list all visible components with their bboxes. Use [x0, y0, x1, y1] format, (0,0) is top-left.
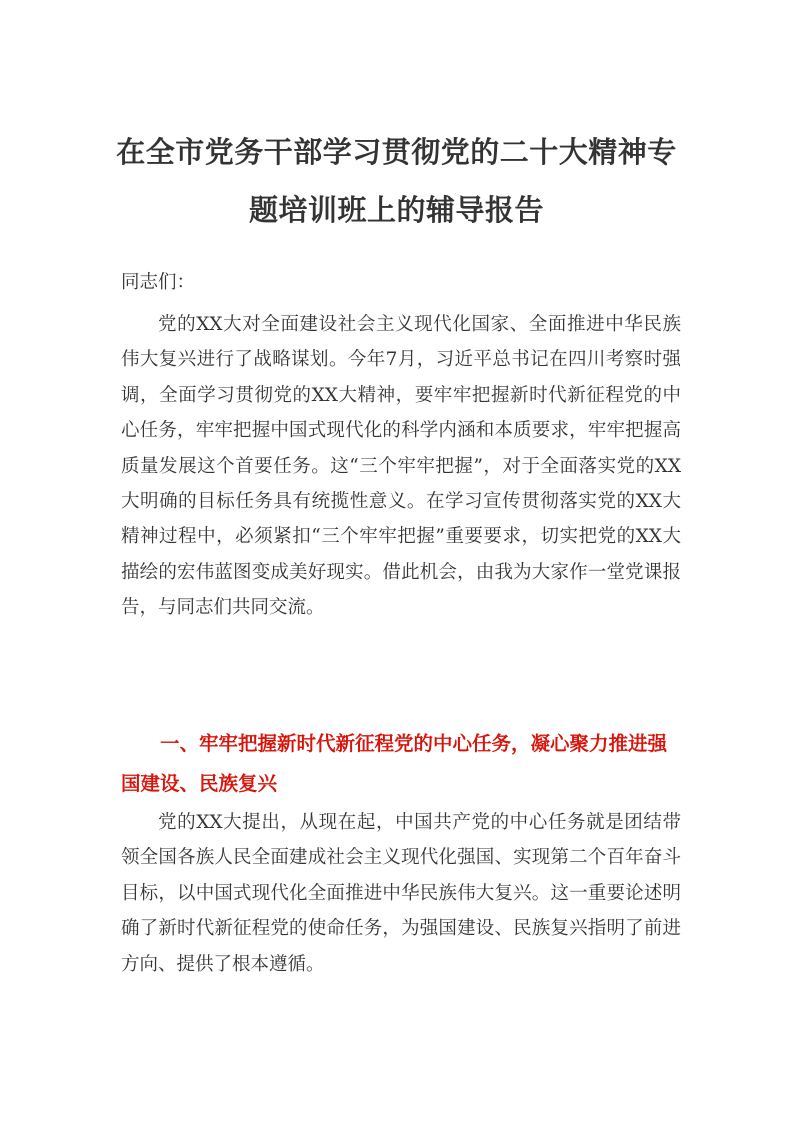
greeting: 同志们： [121, 272, 196, 293]
section-heading-1: 一、牢牢把握新时代新征程党的中心任务，凝心聚力推进强国建设、民族复兴 [121, 732, 668, 795]
document-title-line-1: 在全市党务干部学习贯彻党的二十大精神专 [116, 135, 677, 169]
body-paragraph-2: 党的XX大提出，从现在起，中国共产党的中心任务就是团结带领全国各族人民全面建成社会主义现代化强国、实现第二个百年奋斗目标，以中国式现代化全面推进中华民族伟大复兴。这一重要论述明确了新时代新征程党的使命任务，为强国建设、民族复兴指明了前进方向、提供了根本遵循。 [121, 812, 681, 975]
body-paragraph-1: 党的XX大对全面建设社会主义现代化国家、全面推进中华民族伟大复兴进行了战略谋划。今年7月，习近平总书记在四川考察时强调，全面学习贯彻党的XX大精神，要牢牢把握新时代新征程党的中心任务，牢牢把握中国式现代化的科学内涵和本质要求，牢牢把握高质量发展这个首要任务。这“三个牢牢把握”，对于全面落实党的XX大明确的目标任务具有统揽性意义。在学习宣传贯彻落实党的XX大精神过程中，必须紧扣“三个牢牢把握”重要要求，切实把党的XX大描绘的宏伟蓝图变成美好现实。借此机会，由我为大家作一堂党课报告，与同志们共同交流。 [121, 314, 681, 619]
document-title-line-2: 题培训班上的辅导报告 [248, 193, 544, 227]
